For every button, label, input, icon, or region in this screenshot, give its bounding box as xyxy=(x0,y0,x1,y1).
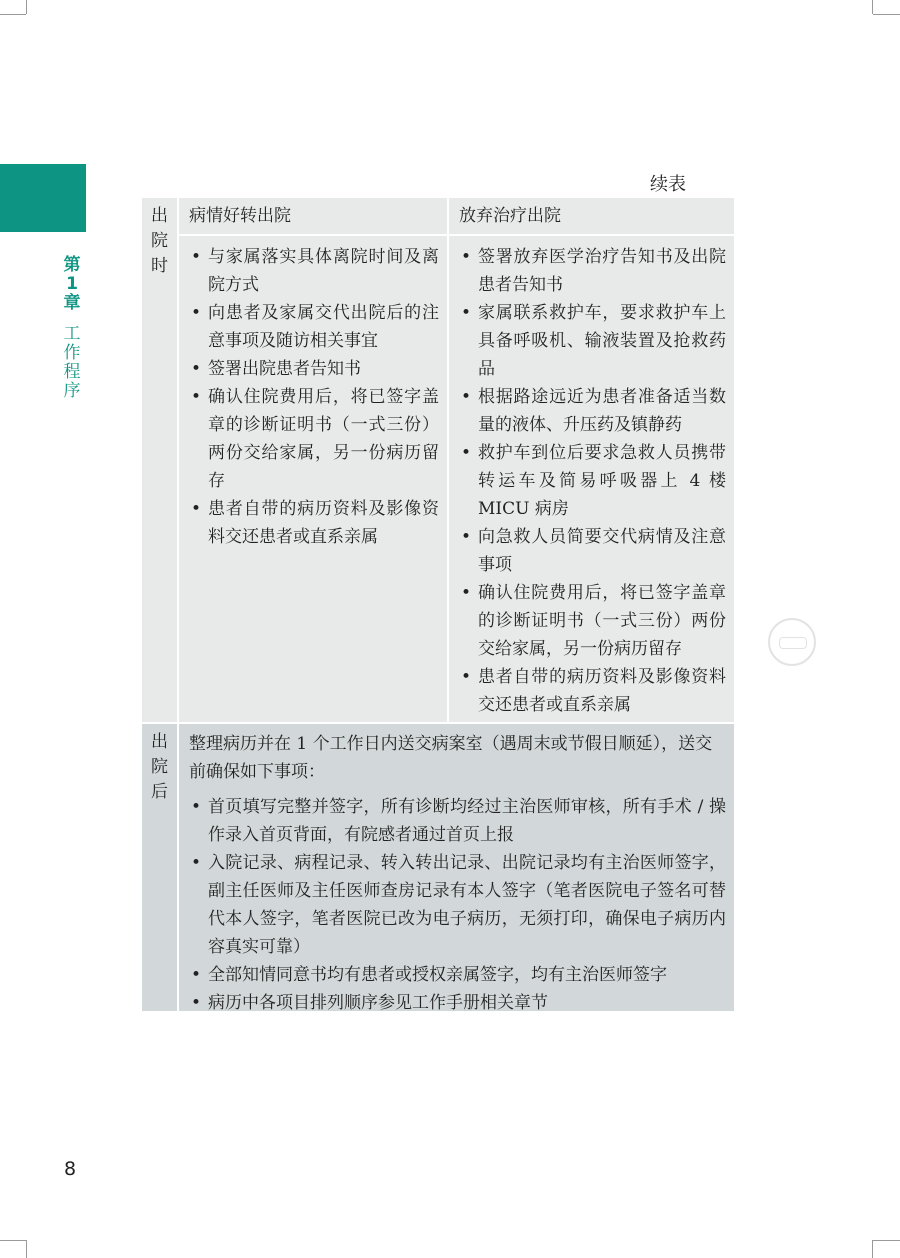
crop-mark xyxy=(872,1240,873,1258)
list-item: • 向患者及家属交代出院后的注意事项及随访相关事宜 xyxy=(191,299,439,355)
abandon-list xyxy=(449,236,734,719)
crop-mark xyxy=(873,14,900,15)
column-header-improved: 病情好转出院 xyxy=(189,206,291,226)
chapter-title: 工作程序 xyxy=(63,324,81,401)
list-item: • 确认住院费用后，将已签字盖章的诊断证明书（一式三份）两份交给家属，另一份病历留存 xyxy=(461,579,726,663)
list-item: • 病历中各项目排列顺序参见工作手册相关章节 xyxy=(191,989,726,1017)
list-item: • 患者自带的病历资料及影像资料交还患者或直系亲属 xyxy=(461,663,726,719)
list-item: • 签署出院患者告知书 xyxy=(191,355,439,383)
after-discharge-cell xyxy=(179,724,734,1011)
improved-discharge-cell xyxy=(179,236,447,722)
chapter-char: 第 xyxy=(63,255,81,275)
abandon-treatment-cell xyxy=(449,236,734,722)
column-header-cell xyxy=(449,198,734,234)
crop-mark xyxy=(26,0,27,14)
list-item: • 与家属落实具体离院时间及离院方式 xyxy=(191,243,439,299)
crop-mark xyxy=(0,1240,26,1241)
list-item: • 救护车到位后要求急救人员携带转运车及简易呼吸器上 4 楼 MICU 病房 xyxy=(461,439,726,523)
crop-mark xyxy=(0,14,26,15)
after-discharge-list xyxy=(179,786,734,1017)
list-item: • 全部知情同意书均有患者或授权亲属签字，均有主治医师签字 xyxy=(191,961,726,989)
list-item: • 签署放弃医学治疗告知书及出院患者告知书 xyxy=(461,243,726,299)
list-item: • 入院记录、病程记录、转入转出记录、出院记录均有主治医师签字，副主任医师及主任医师查房记录有本人签字（笔者医院电子签名可替代本人签字，笔者医院已改为电子病历，无须打印，确保电子病历内容真实可靠） xyxy=(191,849,726,961)
page-number: 8 xyxy=(64,1158,77,1180)
improved-list xyxy=(179,236,447,551)
watermark-stamp xyxy=(768,618,816,666)
crop-mark xyxy=(873,1240,900,1241)
chapter-number: 1 xyxy=(66,274,78,294)
chapter-char: 章 xyxy=(63,293,81,313)
list-item: • 首页填写完整并签字，所有诊断均经过主治医师审核，所有手术 / 操作录入首页背面，有院感者通过首页上报 xyxy=(191,793,726,849)
list-item: • 家属联系救护车，要求救护车上具备呼吸机、输液装置及抢救药品 xyxy=(461,299,726,383)
chapter-side-label xyxy=(60,256,84,401)
row-label-discharge: 出院时 xyxy=(151,206,168,276)
list-item: • 根据路途远近为患者准备适当数量的液体、升压药及镇静药 xyxy=(461,383,726,439)
list-item: • 向急救人员简要交代病情及注意事项 xyxy=(461,523,726,579)
column-header-abandon: 放弃治疗出院 xyxy=(459,206,561,226)
row-label-after-discharge: 出院后 xyxy=(151,732,168,802)
chapter-tab xyxy=(0,164,86,232)
list-item: • 患者自带的病历资料及影像资料交还患者或直系亲属 xyxy=(191,495,439,551)
crop-mark xyxy=(26,1240,27,1258)
column-header-cell xyxy=(179,198,447,234)
list-item: • 确认住院费用后，将已签字盖章的诊断证明书（一式三份）两份交给家属，另一份病历留存 xyxy=(191,383,439,495)
continued-label: 续表 xyxy=(650,174,686,195)
after-discharge-intro: 整理病历并在 1 个工作日内送交病案室（遇周末或节假日顺延），送交前确保如下事项： xyxy=(189,734,713,782)
row-label-cell xyxy=(142,724,177,1011)
row-label-cell xyxy=(142,198,177,722)
crop-mark xyxy=(872,0,873,14)
